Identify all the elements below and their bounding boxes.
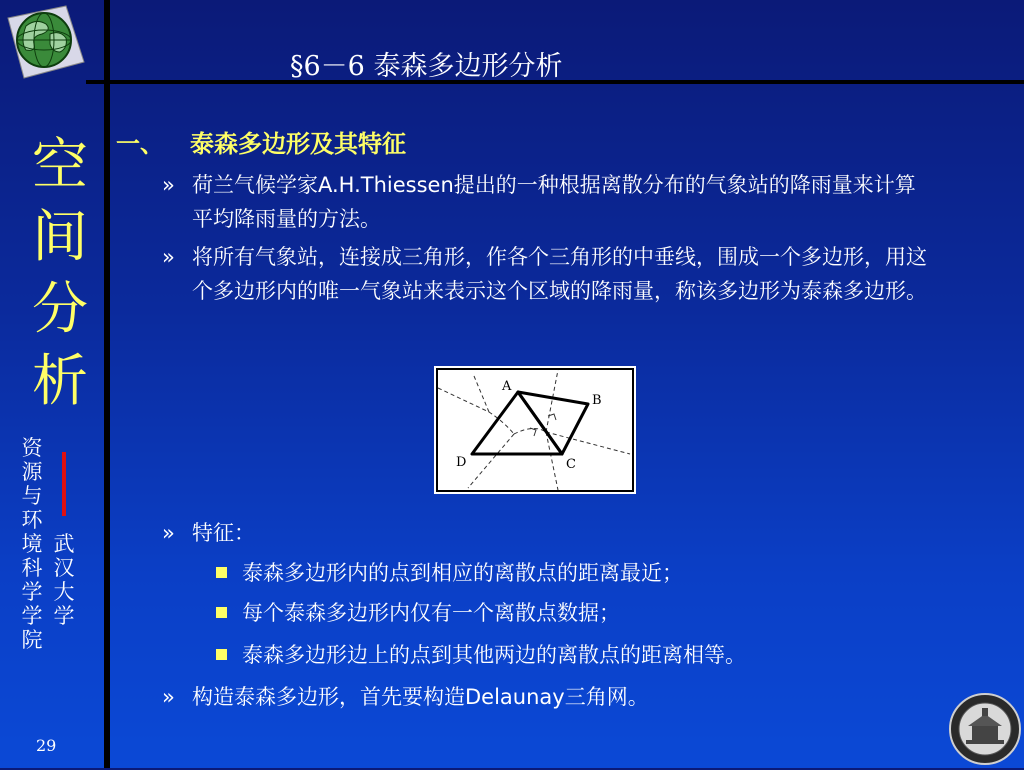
square-bullet-icon	[216, 607, 227, 618]
feature-item	[242, 598, 620, 628]
university-char: 大	[53, 580, 75, 604]
paragraph-marker: »	[162, 685, 175, 709]
paragraph-definition	[162, 168, 932, 236]
college-char: 学	[21, 580, 43, 604]
paragraph-features-heading	[162, 516, 932, 550]
feature-text: 每个泰森多边形内仅有一个离散点数据；	[242, 601, 620, 625]
paragraph-text: 特征：	[192, 521, 255, 545]
section-heading	[116, 124, 406, 159]
paragraph-marker: »	[162, 245, 175, 269]
diagram-label-c: C	[566, 457, 576, 472]
section-number: 一、	[116, 130, 164, 158]
diagram-label-d: D	[456, 455, 467, 470]
diagram-label-a: A	[502, 379, 512, 394]
feature-item	[242, 640, 746, 670]
slide-title: §6－6 泰森多边形分析	[290, 51, 563, 82]
college-char: 学	[21, 604, 43, 628]
paragraph-construction	[162, 240, 932, 308]
college-name	[20, 436, 44, 652]
sidebar-divider	[104, 0, 110, 768]
university-name	[52, 532, 76, 628]
paragraph-text: 构造泰森多边形，首先要构造Delaunay三角网。	[192, 685, 649, 709]
diagram-label-b: B	[592, 393, 602, 408]
paragraph-marker: »	[162, 521, 175, 545]
university-char: 汉	[53, 556, 75, 580]
feature-text: 泰森多边形内的点到相应的离散点的距离最近；	[242, 561, 683, 585]
sidebar-char: 分	[32, 277, 88, 342]
university-char: 武	[53, 532, 75, 556]
sidebar-course-title	[28, 130, 92, 418]
college-char: 科	[21, 556, 43, 580]
college-char: 源	[21, 460, 43, 484]
sidebar-red-mark	[62, 452, 66, 516]
globe-logo-icon	[4, 4, 86, 80]
sidebar-char: 空	[32, 133, 88, 198]
paragraph-marker: »	[162, 173, 175, 197]
sidebar-char: 析	[32, 349, 88, 414]
page-number: 29	[36, 736, 57, 755]
square-bullet-icon	[216, 649, 227, 660]
thiessen-diagram	[434, 366, 636, 494]
university-char: 学	[53, 604, 75, 628]
paragraph-delaunay	[162, 680, 932, 714]
paragraph-text: 荷兰气候学家A.H.Thiessen提出的一种根据离散分布的气象站的降雨量来计算平均降雨量的方法。	[192, 173, 916, 231]
paragraph-text: 将所有气象站，连接成三角形，作各个三角形的中垂线，围成一个多边形，用这个多边形内的唯一气象站来表示这个区域的降雨量，称该多边形为泰森多边形。	[192, 245, 927, 303]
feature-item	[242, 558, 683, 588]
square-bullet-icon	[216, 567, 227, 578]
college-char: 资	[21, 436, 43, 460]
college-char: 与	[21, 484, 43, 508]
sidebar-char: 间	[32, 205, 88, 270]
college-char: 环	[21, 508, 43, 532]
university-seal-icon	[948, 692, 1022, 766]
feature-text: 泰森多边形边上的点到其他两边的离散点的距离相等。	[242, 643, 746, 667]
college-char: 院	[21, 628, 43, 652]
college-char: 境	[21, 532, 43, 556]
section-heading-text: 泰森多边形及其特征	[190, 130, 406, 158]
